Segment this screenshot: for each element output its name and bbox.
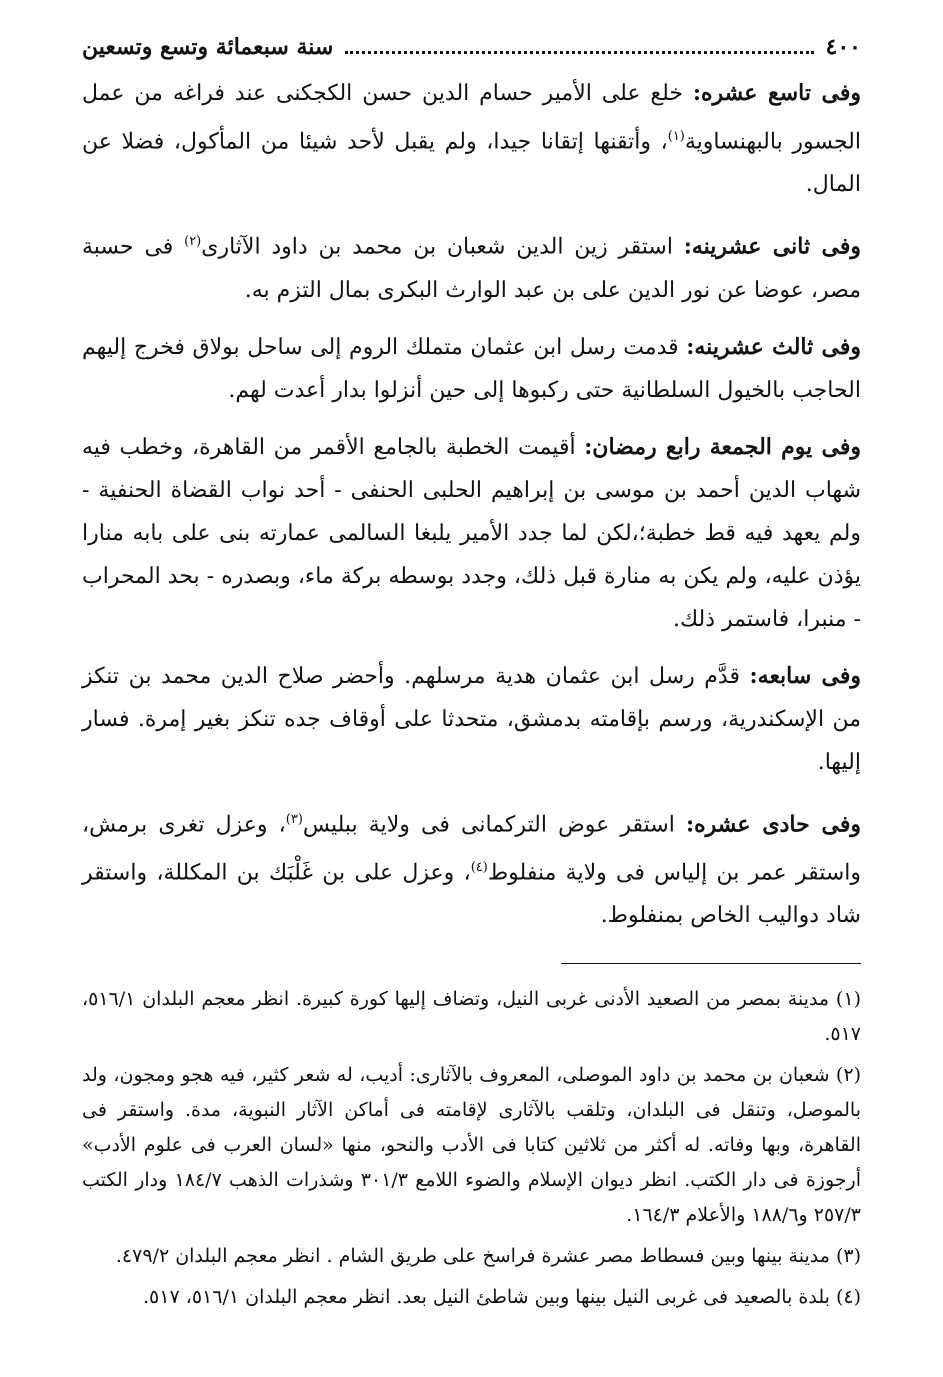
footnote-ref[interactable]: (٢) bbox=[184, 234, 202, 250]
running-header bbox=[82, 30, 861, 64]
paragraph-lead: وفى سابعه: bbox=[749, 662, 861, 689]
footnote: (٣) مدينة بينها وبين فسطاط مصر عشرة فراسخ على طريق الشام . انظر معجم البلدان ٤٧٩/٢. bbox=[115, 1245, 861, 1268]
header-dot-leader bbox=[345, 37, 813, 54]
main-text bbox=[82, 72, 861, 937]
paragraph bbox=[82, 72, 861, 206]
footnote-ref[interactable]: (٤) bbox=[470, 859, 488, 875]
running-title: سنة سبعمائة وتسع وتسعين bbox=[82, 34, 334, 60]
page-number: ٤٠٠ bbox=[825, 34, 861, 60]
footnote-ref[interactable]: (٣) bbox=[285, 811, 303, 827]
paragraph bbox=[82, 220, 861, 311]
paragraph-text: استقر عوض التركمانى فى ولاية ببليس bbox=[302, 811, 687, 837]
paragraph-text: خلع على الأمير حسام الدين حسن الكجكنى عند فراغه من عمل الجسور بالبهنساوية bbox=[82, 81, 861, 155]
paragraph bbox=[82, 426, 861, 641]
paragraph-lead: وفى يوم الجمعة رابع رمضان: bbox=[584, 433, 861, 460]
paragraph bbox=[82, 655, 861, 784]
paragraph bbox=[82, 326, 861, 412]
paragraph-text: ، وعزل تغرى برمش، واستقر عمر بن إلياس فى ولاية منفلوط bbox=[82, 811, 861, 886]
footnote-separator bbox=[561, 963, 861, 964]
footnote-ref[interactable]: (١) bbox=[667, 129, 685, 144]
footnotes bbox=[82, 982, 861, 1315]
paragraph-text: قدَّم رسل ابن عثمان هدية مرسلهم. وأحضر صلاح الدين محمد بن تنكز من الإسكندرية، ورسم بإقامته بدمشق، متحدثا على أوقاف جده تنكز بغير إمرة. فسار إليها. bbox=[82, 663, 861, 775]
paragraph-lead: وفى ثالث عشرينه: bbox=[686, 333, 861, 360]
paragraph-text: استقر زين الدين شعبان بن محمد بن داود الآثارى bbox=[201, 234, 684, 260]
paragraph-text: فى حسبة مصر، عوضا عن نور الدين على بن عبد الوارث البكرى بمال التزم به. bbox=[82, 234, 861, 303]
footnote: (١) مدينة بمصر من الصعيد الأدنى غربى النيل، وتضاف إليها كورة كبيرة. انظر معجم البلدان ٥١٦/١، ٥١٧. bbox=[82, 988, 861, 1046]
footnote: (٢) شعبان بن محمد بن داود الموصلى، المعروف بالآثارى: أديب، له شعر كثير، فيه هجو ومجون، ولد بالموصل، وتنقل فى البلدان، وتلقب بالآثارى لإقامته فى أماكن الآثار النبوية، مدة. واستقر فى القاهرة، وبها وفاته. له أكثر من ثلاثين كتابا فى الأدب والنحو، منها «لسان العرب فى علوم الأدب» أرجوزة فى دار الكتب. انظر ديوان الإسلام والضوء اللامع ٣٠١/٣ وشذرات الذهب ١٨٤/٧ ودار الكتب ٢٥٧/٣ و١٨٨/٦ والأعلام ١٦٤/٣. bbox=[82, 1064, 861, 1227]
paragraph-lead: وفى ثانى عشرينه: bbox=[683, 233, 861, 260]
paragraph-text: ، وأتقنها إتقانا جيدا، ولم يقبل لأحد شيئا من المأكول، فضلا عن المال. bbox=[82, 129, 861, 198]
paragraph-text: قدمت رسل ابن عثمان متملك الروم إلى ساحل بولاق فخرج إليهم الحاجب بالخيول السلطانية حتى ركبوها إلى حين أنزلوا بدار أعدت لهم. bbox=[82, 334, 861, 403]
paragraph bbox=[82, 798, 861, 938]
paragraph-text: ، وعزل على بن غَلْبَك بن المكللة، واستقر شاد دواليب الخاص بمنفلوط. bbox=[82, 860, 861, 929]
paragraph-lead: وفى تاسع عشره: bbox=[692, 80, 861, 106]
footnote: (٤) بلدة بالصعيد فى غربى النيل بينها وبين شاطئ النيل بعد. انظر معجم البلدان ٥١٦/١، ٥١٧. bbox=[143, 1286, 861, 1309]
paragraph-text: أقيمت الخطبة بالجامع الأقمر من القاهرة، وخطب فيه شهاب الدين أحمد بن موسى بن إبراهيم الحلبى الحنفى - أحد نواب القضاة الحنفية - ولم يعهد فيه قط خطبة؛،لكن لما جدد الأمير يلبغا السالمى عمارته بنى على بابه منارا يؤذن عليه، ولم يكن به منارة قبل ذلك، وجدد بوسطه بركة ماء، وبصدره - بحد المحراب - منبرا، فاستمر ذلك. bbox=[82, 434, 861, 632]
paragraph-lead: وفى حادى عشره: bbox=[686, 810, 862, 837]
